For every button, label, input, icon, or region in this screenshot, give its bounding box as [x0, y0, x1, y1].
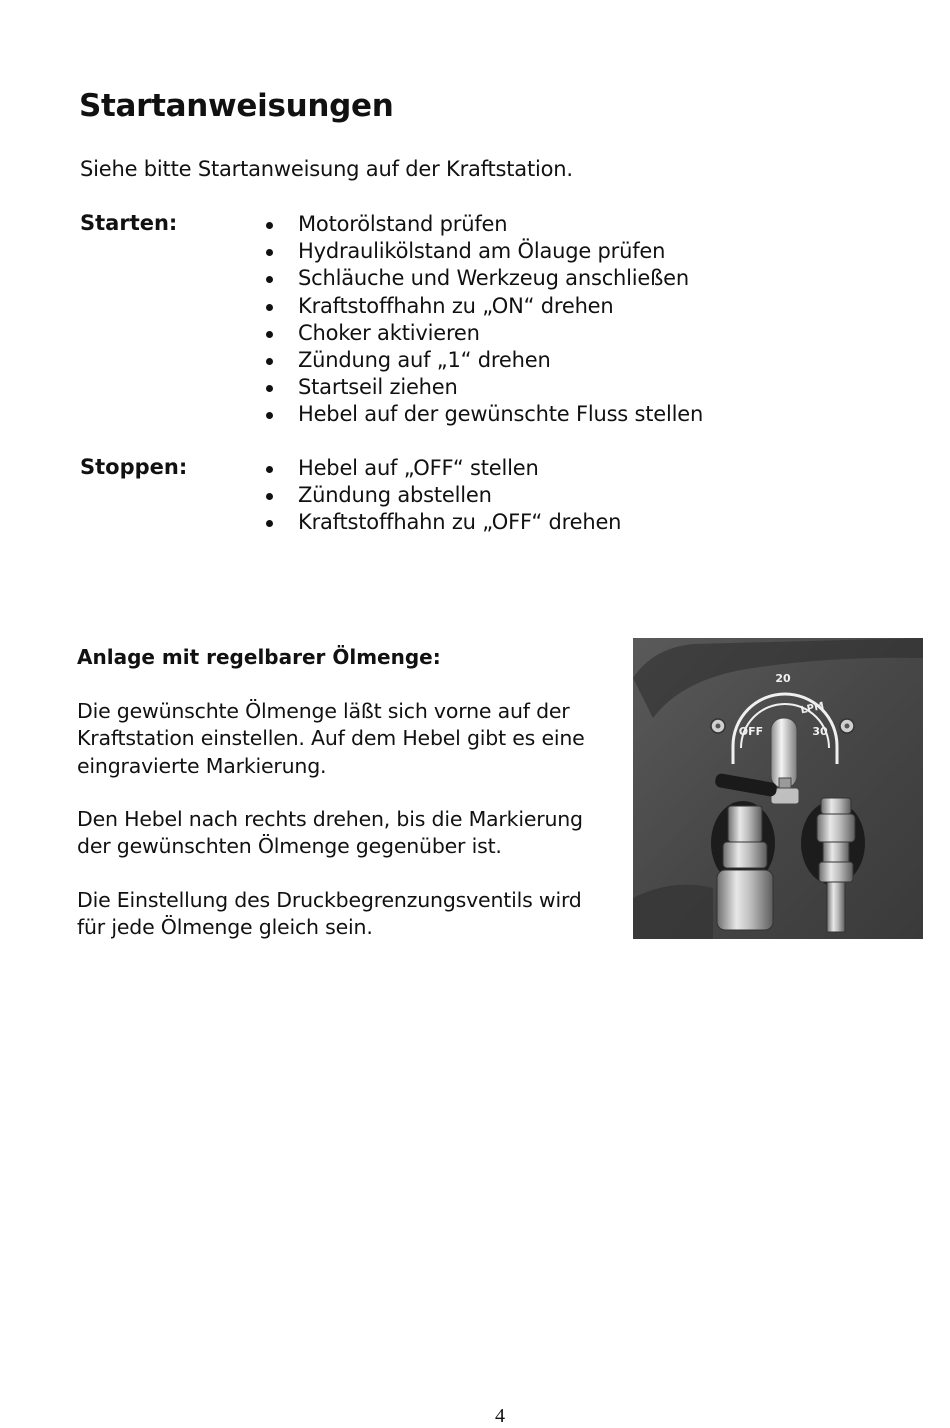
bullet-icon	[266, 493, 273, 500]
bullet-icon	[266, 304, 273, 311]
bullet-icon	[266, 222, 273, 229]
bullet-icon	[266, 358, 273, 365]
paragraph-1: Die gewünschte Ölmenge läßt sich vorne auf der Kraftstation einstellen. Auf dem Hebel gibt es eine eingravierte Markierung.	[77, 699, 585, 778]
dial-label-20: 20	[775, 672, 791, 685]
intro-text: Siehe bitte Startanweisung auf der Kraftstation.	[80, 157, 573, 181]
bullet-icon	[266, 385, 273, 392]
list-item: Hebel auf der gewünschte Fluss stellen	[262, 401, 703, 428]
quick-coupling-right	[827, 882, 845, 932]
list-item: Kraftstoffhahn zu „ON“ drehen	[262, 293, 703, 320]
list-item: Kraftstoffhahn zu „OFF“ drehen	[262, 509, 621, 536]
flow-control-photo	[633, 638, 923, 939]
list-item: Schläuche und Werkzeug anschließen	[262, 265, 703, 292]
starten-list	[262, 211, 703, 429]
bullet-icon	[266, 331, 273, 338]
dial-label-lpm: LPM	[799, 700, 826, 717]
bullet-icon	[266, 466, 273, 473]
dial-label-30: 30	[812, 725, 828, 738]
list-item: Motorölstand prüfen	[262, 211, 703, 238]
bullet-icon	[266, 520, 273, 527]
bullet-icon	[266, 412, 273, 419]
page-number: 4	[495, 1405, 505, 1427]
paragraph-2: Den Hebel nach rechts drehen, bis die Markierung der gewünschten Ölmenge gegenüber ist.	[77, 807, 583, 859]
bullet-icon	[266, 249, 273, 256]
section-heading: Anlage mit regelbarer Ölmenge:	[77, 645, 441, 669]
list-item: Hebel auf „OFF“ stellen	[262, 455, 621, 482]
stoppen-list	[262, 455, 621, 537]
paragraph-3: Die Einstellung des Druckbegrenzungsventils wird für jede Ölmenge gleich sein.	[77, 888, 582, 940]
starten-label: Starten:	[80, 211, 178, 235]
stoppen-label: Stoppen:	[80, 455, 188, 479]
list-item: Zündung auf „1“ drehen	[262, 347, 703, 374]
list-item: Zündung abstellen	[262, 482, 621, 509]
list-item: Choker aktivieren	[262, 320, 703, 347]
page-title: Startanweisungen	[79, 88, 394, 124]
list-item: Hydraulikölstand am Ölauge prüfen	[262, 238, 703, 265]
list-item: Startseil ziehen	[262, 374, 703, 401]
quick-coupling-left	[717, 870, 773, 930]
bullet-icon	[266, 276, 273, 283]
dial-label-off: OFF	[738, 725, 764, 738]
